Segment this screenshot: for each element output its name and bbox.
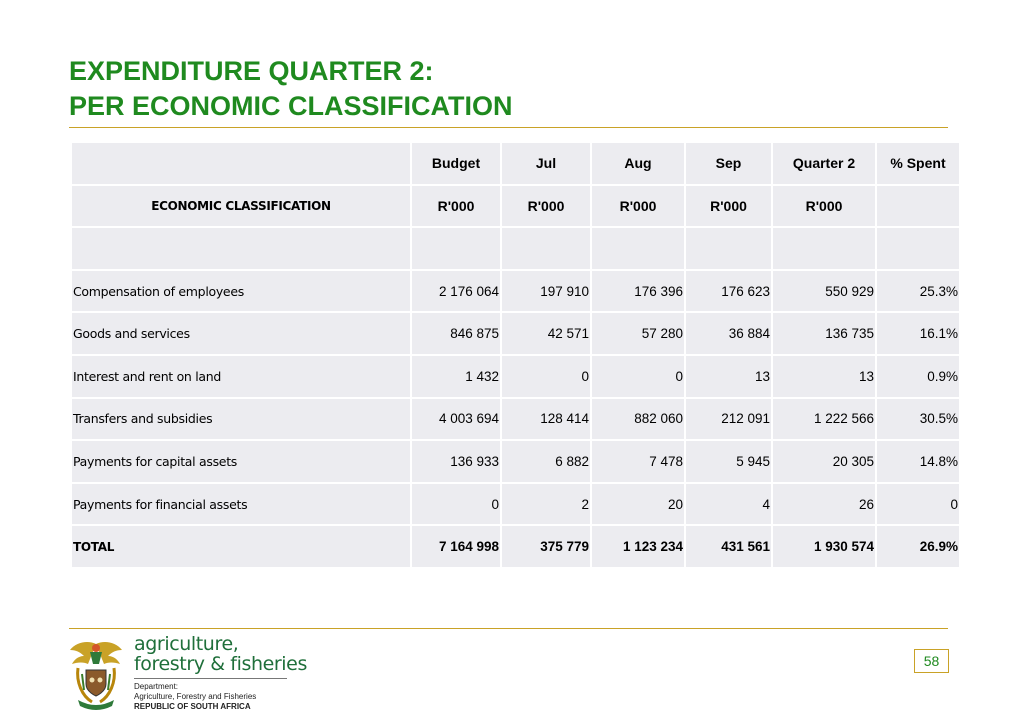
cell-sep: 36 884 [685,312,772,355]
cell-quarter2: 26 [772,483,876,526]
cell-aug: 57 280 [591,312,685,355]
cell-budget: 4 003 694 [411,398,501,441]
cell-budget: 2 176 064 [411,270,501,313]
cell-percent-spent: 16.1% [876,312,960,355]
dept-label: Department: [134,682,179,691]
total-row [71,525,960,568]
cell-aug: 176 396 [591,270,685,313]
page-number: 58 [914,649,949,673]
spacer-cell [876,227,960,270]
cell-aug: 7 478 [591,440,685,483]
header-jul: Jul [501,142,591,185]
brand-line2: forestry & fisheries [134,653,307,675]
spacer-cell [772,227,876,270]
row-label: Transfers and subsidies [71,398,411,441]
cell-sep: 176 623 [685,270,772,313]
total-percent-spent: 26.9% [876,525,960,568]
cell-quarter2: 20 305 [772,440,876,483]
row-label: Goods and services [71,312,411,355]
row-label: Payments for capital assets [71,440,411,483]
cell-sep: 13 [685,355,772,398]
table-row [71,398,960,441]
table-row [71,270,960,313]
cell-jul: 197 910 [501,270,591,313]
brand-divider [134,678,287,679]
header-row-2 [71,185,960,228]
expenditure-table [70,141,961,569]
cell-jul: 42 571 [501,312,591,355]
coat-of-arms-icon [68,638,124,712]
total-label: TOTAL [71,525,411,568]
cell-jul: 128 414 [501,398,591,441]
table-row [71,355,960,398]
header-cell [71,142,411,185]
cell-sep: 4 [685,483,772,526]
total-budget: 7 164 998 [411,525,501,568]
dept-country: REPUBLIC OF SOUTH AFRICA [134,702,251,711]
cell-percent-spent: 30.5% [876,398,960,441]
header-unit [876,185,960,228]
table-row [71,312,960,355]
spacer-cell [411,227,501,270]
cell-sep: 5 945 [685,440,772,483]
cell-budget: 1 432 [411,355,501,398]
cell-percent-spent: 0.9% [876,355,960,398]
spacer-cell [685,227,772,270]
header-quarter2: Quarter 2 [772,142,876,185]
brand-line1: agriculture, [134,633,239,655]
cell-jul: 0 [501,355,591,398]
dept-name: Agriculture, Forestry and Fisheries [134,692,257,701]
row-label: Payments for financial assets [71,483,411,526]
department-info [134,682,256,712]
header-economic-classification: ECONOMIC CLASSIFICATION [71,185,411,228]
cell-budget: 846 875 [411,312,501,355]
cell-quarter2: 136 735 [772,312,876,355]
spacer-cell [501,227,591,270]
top-divider [69,127,948,128]
spacer-cell [591,227,685,270]
cell-aug: 882 060 [591,398,685,441]
header-unit: R'000 [772,185,876,228]
header-budget: Budget [411,142,501,185]
cell-quarter2: 13 [772,355,876,398]
cell-budget: 136 933 [411,440,501,483]
header-aug: Aug [591,142,685,185]
brand-name [134,634,307,674]
page-title-line2: PER ECONOMIC CLASSIFICATION [69,91,513,121]
spacer-cell [71,227,411,270]
cell-sep: 212 091 [685,398,772,441]
table-row [71,440,960,483]
cell-aug: 20 [591,483,685,526]
cell-aug: 0 [591,355,685,398]
spacer-row [71,227,960,270]
header-sep: Sep [685,142,772,185]
page-title [69,54,513,124]
cell-jul: 2 [501,483,591,526]
header-unit: R'000 [411,185,501,228]
row-label: Compensation of employees [71,270,411,313]
bottom-divider [69,628,948,629]
cell-percent-spent: 25.3% [876,270,960,313]
header-row-1 [71,142,960,185]
total-sep: 431 561 [685,525,772,568]
cell-quarter2: 550 929 [772,270,876,313]
cell-percent-spent: 14.8% [876,440,960,483]
cell-budget: 0 [411,483,501,526]
header-unit: R'000 [501,185,591,228]
total-jul: 375 779 [501,525,591,568]
cell-percent-spent: 0 [876,483,960,526]
page-title-line1: EXPENDITURE QUARTER 2: [69,56,434,86]
total-quarter2: 1 930 574 [772,525,876,568]
row-label: Interest and rent on land [71,355,411,398]
header-unit: R'000 [685,185,772,228]
table-row [71,483,960,526]
header-unit: R'000 [591,185,685,228]
header-percent-spent: % Spent [876,142,960,185]
total-aug: 1 123 234 [591,525,685,568]
cell-jul: 6 882 [501,440,591,483]
cell-quarter2: 1 222 566 [772,398,876,441]
